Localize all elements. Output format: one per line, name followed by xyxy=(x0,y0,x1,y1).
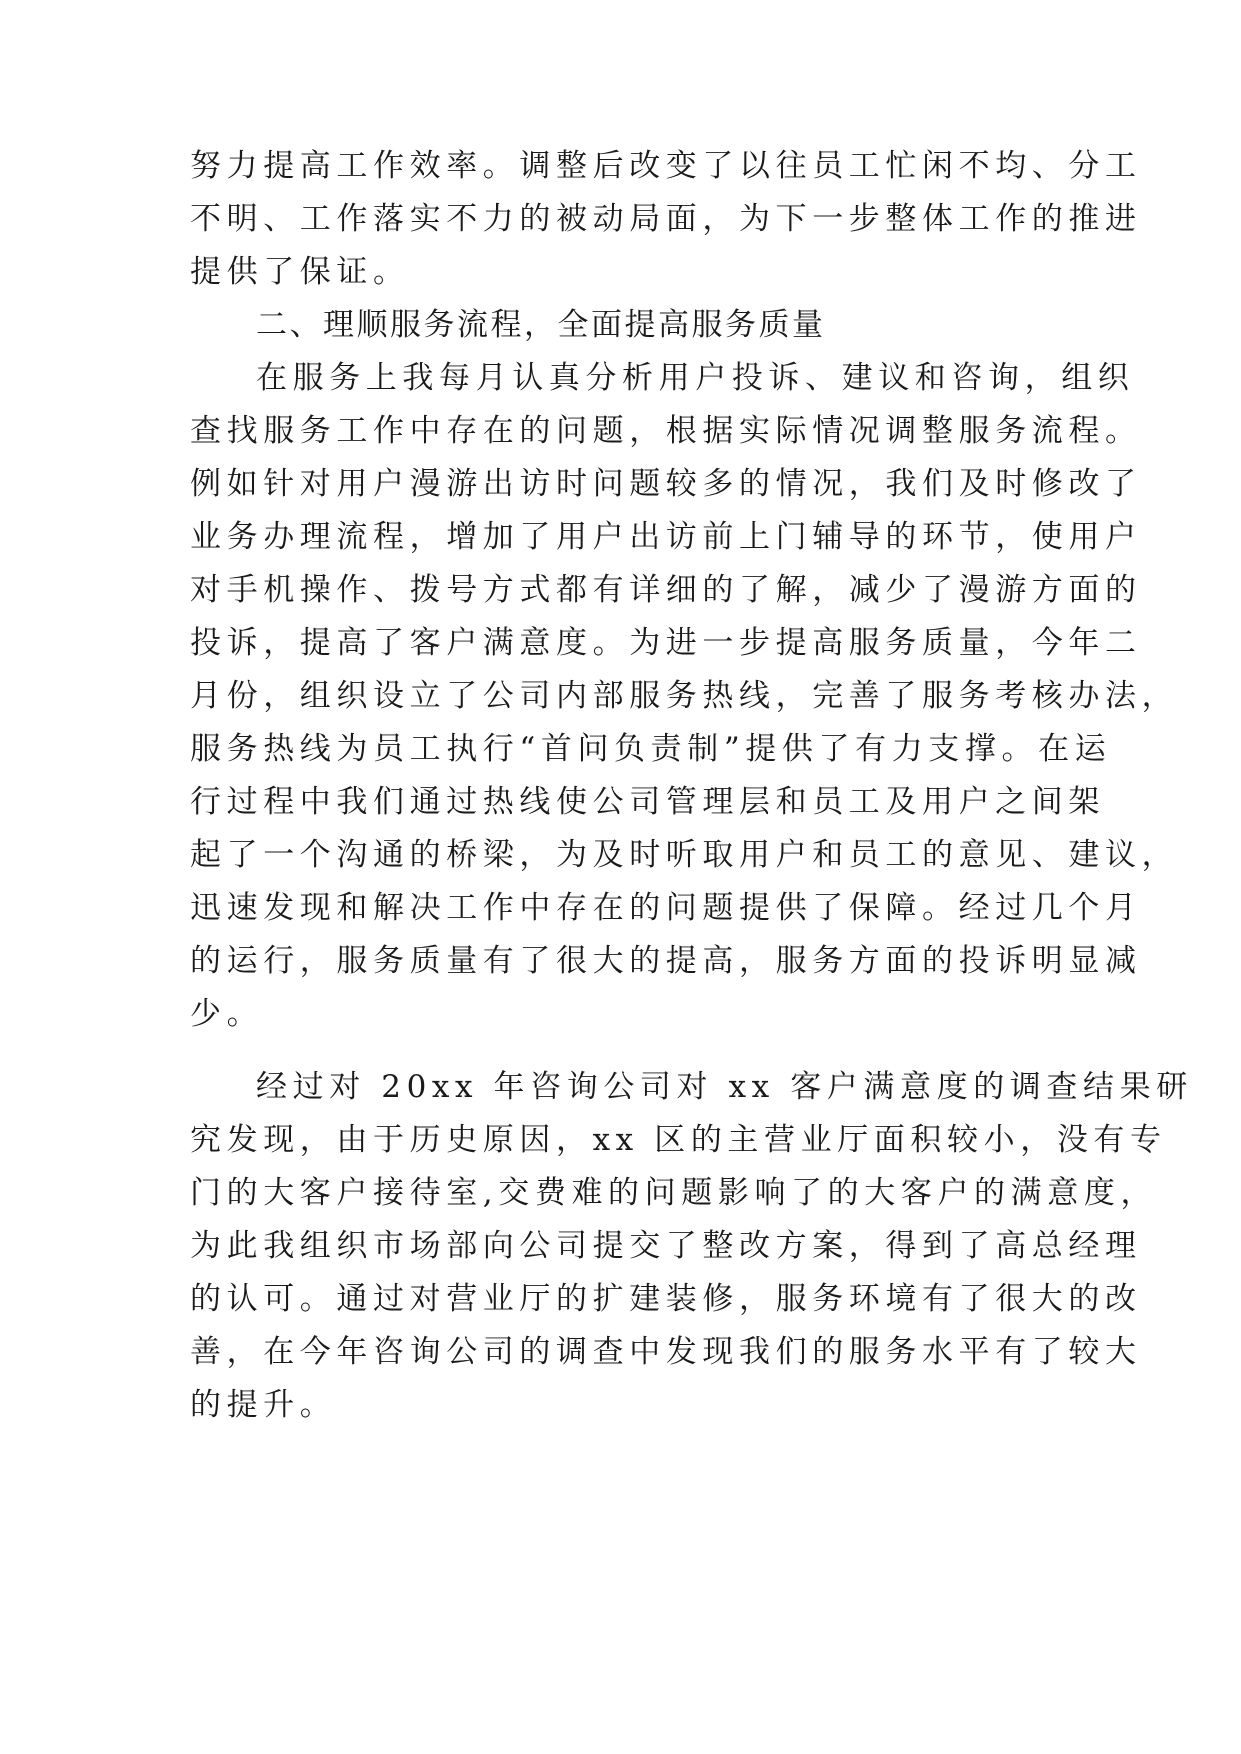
text-line: 迅速发现和解决工作中存在的问题提供了保障。经过几个月 xyxy=(190,890,1142,926)
text-line: 提供了保证。 xyxy=(190,254,410,290)
section-heading: 二、理顺服务流程，全面提高服务质量 xyxy=(256,307,826,343)
text-line: 在服务上我每月认真分析用户投诉、建议和咨询，组织 xyxy=(256,360,1135,396)
text-line: 的认可。通过对营业厅的扩建装修，服务环境有了很大的改 xyxy=(190,1281,1142,1317)
text-line: 的提升。 xyxy=(190,1387,337,1423)
text-line: 投诉，提高了客户满意度。为进一步提高服务质量，今年二 xyxy=(190,625,1142,661)
text-line: 查找服务工作中存在的问题，根据实际情况调整服务流程。 xyxy=(190,413,1142,449)
text-line: 究发现，由于历史原因，xx 区的主营业厅面积较小，没有专 xyxy=(190,1122,1167,1158)
text-line: 不明、工作落实不力的被动局面，为下一步整体工作的推进 xyxy=(190,201,1142,237)
text-line: 少。 xyxy=(190,996,264,1032)
text-line: 对手机操作、拨号方式都有详细的了解，减少了漫游方面的 xyxy=(190,572,1142,608)
text-line: 业务办理流程，增加了用户出访前上门辅导的环节，使用户 xyxy=(190,519,1142,555)
text-line: 经过对 20xx 年咨询公司对 xx 客户满意度的调查结果研 xyxy=(256,1069,1193,1105)
text-line: 起了一个沟通的桥梁，为及时听取用户和员工的意见、建议， xyxy=(190,837,1179,873)
text-line: 服务热线为员工执行“首问负责制”提供了有力支撑。在运 xyxy=(190,731,1112,767)
text-line: 月份，组织设立了公司内部服务热线，完善了服务考核办法， xyxy=(190,678,1179,714)
text-line: 门的大客户接待室,交费难的问题影响了的大客户的满意度， xyxy=(190,1175,1158,1211)
text-line: 努力提高工作效率。调整后改变了以往员工忙闲不均、分工 xyxy=(190,148,1142,184)
text-line: 为此我组织市场部向公司提交了整改方案，得到了高总经理 xyxy=(190,1228,1142,1264)
text-line: 善，在今年咨询公司的调查中发现我们的服务水平有了较大 xyxy=(190,1334,1142,1370)
text-line: 例如针对用户漫游出访时问题较多的情况，我们及时修改了 xyxy=(190,466,1142,502)
text-line: 的运行，服务质量有了很大的提高，服务方面的投诉明显减 xyxy=(190,943,1142,979)
text-line: 行过程中我们通过热线使公司管理层和员工及用户之间架 xyxy=(190,784,1105,820)
